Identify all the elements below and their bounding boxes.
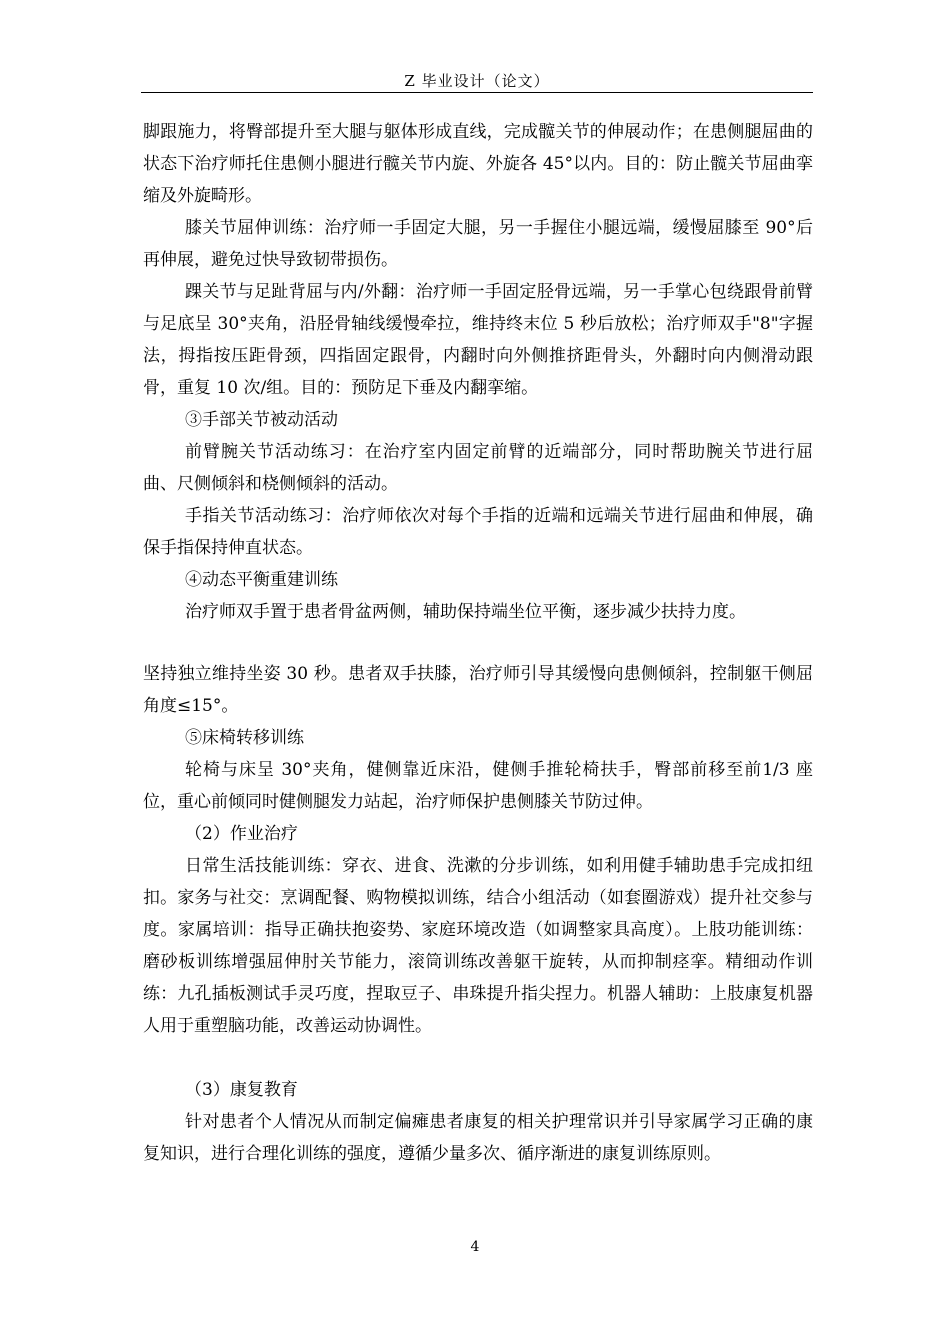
paragraph-wrist-training: 前臂腕关节活动练习：在治疗室内固定前臂的近端部分，同时帮助腕关节进行屈曲、尺侧倾斜和桡侧倾斜的活动。 (143, 442, 813, 494)
heading-occupational-therapy: （2）作业治疗 (185, 824, 298, 844)
header-rule (141, 92, 813, 93)
paragraph-balance-support: 治疗师双手置于患者骨盆两侧，辅助保持端坐位平衡，逐步减少扶持力度。 (185, 602, 746, 622)
paragraph-sitting-balance: 坚持独立维持坐姿 30 秒。患者双手扶膝，治疗师引导其缓慢向患侧倾斜，控制躯干侧屈角度≤15°。 (143, 664, 813, 716)
paragraph-knee-training: 膝关节屈伸训练：治疗师一手固定大腿，另一手握住小腿远端，缓慢屈膝至 90°后再伸展，避免过快导致韧带损伤。 (143, 218, 813, 270)
page-header-title: Z 毕业设计（论文） (404, 72, 550, 90)
paragraph-occupational-therapy: 日常生活技能训练：穿衣、进食、洗漱的分步训练，如利用健手辅助患手完成扣纽扣。家务与社交：烹调配餐、购物模拟训练，结合小组活动（如套圈游戏）提升社交参与度。家属培训：指导正确扶抱姿势、家庭环境改造（如调整家具高度）。上肢功能训练：磨砂板训练增强屈伸肘关节能力，滚筒训练改善躯干旋转，从而抑制痉挛。精细动作训练：九孔插板测试手灵巧度，捏取豆子、串珠提升指尖捏力。机器人辅助：上肢康复机器人用于重塑脑功能，改善运动协调性。 (143, 856, 813, 1036)
paragraph-rehab-education: 针对患者个人情况从而制定偏瘫患者康复的相关护理常识并引导家属学习正确的康复知识，进行合理化训练的强度，遵循少量多次、循序渐进的康复训练原则。 (143, 1112, 813, 1164)
paragraph-hip-extension: 脚跟施力，将臀部提升至大腿与躯体形成直线，完成髋关节的伸展动作；在患侧腿屈曲的状态下治疗师托住患侧小腿进行髋关节内旋、外旋各 45°以内。目的：防止髋关节屈曲挛缩及外旋畸形。 (143, 122, 813, 206)
paragraph-finger-training: 手指关节活动练习：治疗师依次对每个手指的近端和远端关节进行屈曲和伸展，确保手指保持伸直状态。 (143, 506, 813, 558)
heading-hand-joint: ③手部关节被动活动 (185, 410, 338, 430)
paragraph-ankle-training: 踝关节与足趾背屈与内/外翻：治疗师一手固定胫骨远端，另一手掌心包绕跟骨前臂与足底呈 30°夹角，沿胫骨轴线缓慢牵拉，维持终末位 5 秒后放松；治疗师双手"8"字握法，拇指按压距骨颈，四指固定跟骨，内翻时向外侧推挤距骨头，外翻时向内侧滑动跟骨，重复 10 次/组。目的：预防足下垂及内翻挛缩。 (143, 282, 813, 398)
paragraph-transfer-training: 轮椅与床呈 30°夹角，健侧靠近床沿，健侧手推轮椅扶手，臀部前移至前1/3 座位，重心前倾同时健侧腿发力站起，治疗师保护患侧膝关节防过伸。 (143, 760, 813, 812)
heading-bed-chair-transfer: ⑤床椅转移训练 (185, 728, 304, 748)
page-number: 4 (470, 1239, 480, 1255)
heading-rehab-education: （3）康复教育 (185, 1080, 298, 1100)
heading-dynamic-balance: ④动态平衡重建训练 (185, 570, 338, 590)
